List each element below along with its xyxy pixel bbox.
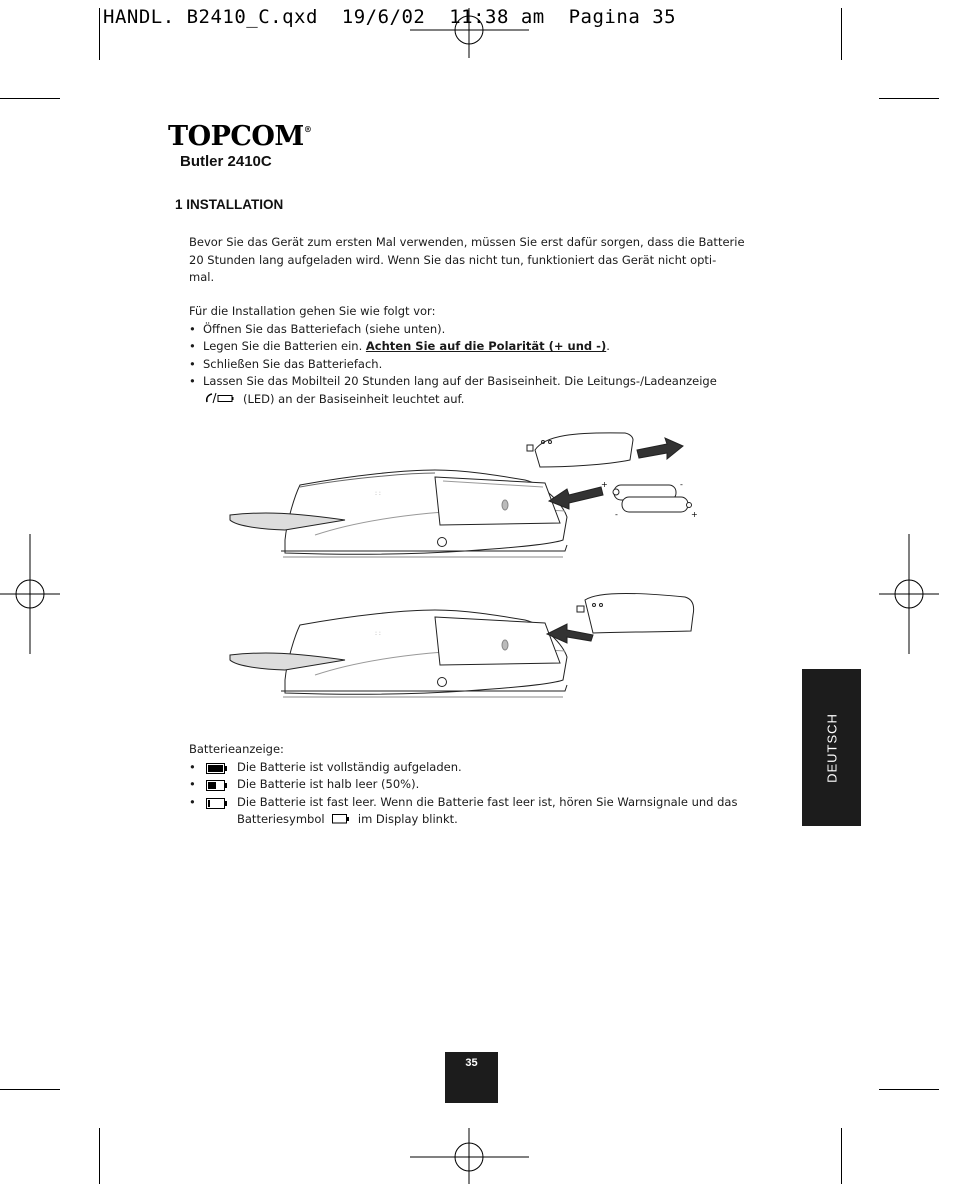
- step-item: [189, 356, 779, 374]
- step-text-end: .: [606, 339, 610, 354]
- polarity-label: -: [680, 480, 683, 489]
- page-number: 35: [465, 1057, 478, 1069]
- logo-wordmark: TOPCOM: [168, 121, 304, 152]
- battery-blink-text: im Display blinkt.: [357, 812, 458, 827]
- section-title: 1 INSTALLATION: [175, 197, 284, 212]
- bullet: •: [189, 339, 196, 354]
- language-tab: [802, 669, 861, 826]
- battery-half-icon: [206, 780, 228, 791]
- step-text: Lassen Sie das Mobilteil 20 Stunden lang auf der Basiseinheit. Die Leitungs-/Ladeanzeige: [203, 374, 717, 389]
- battery-installation-illustration: [225, 425, 705, 705]
- handset-closed-illustration: [230, 610, 567, 697]
- registered-mark: ®: [303, 124, 312, 134]
- polarity-label: +: [691, 510, 698, 519]
- step-continuation-text: (LED) an der Basiseinheit leuchtet auf.: [243, 391, 465, 406]
- step-text: Legen Sie die Batterien ein.: [203, 339, 366, 354]
- intro-line: Bevor Sie das Gerät zum ersten Mal verwenden, müssen Sie erst dafür sorgen, dass die Batterie: [189, 235, 745, 249]
- svg-text:: :: : :: [375, 490, 381, 497]
- intro-paragraph: [189, 234, 769, 287]
- battery-level-item: [189, 794, 789, 812]
- language-tab-label: DEUTSCH: [824, 712, 839, 783]
- step-item: [189, 338, 779, 356]
- arrow-icon: [637, 438, 683, 459]
- print-slug: HANDL. B2410_C.qxd 19/6/02 11:38 am Pagina 35: [103, 6, 677, 28]
- bullet: •: [189, 777, 196, 792]
- step-text: Öffnen Sie das Batteriefach (siehe unten).: [203, 321, 446, 336]
- bullet: •: [189, 321, 196, 336]
- bullet: •: [189, 356, 196, 371]
- polarity-warning: Achten Sie auf die Polarität (+ und -): [365, 339, 607, 354]
- model-name: Butler 2410C: [180, 153, 272, 170]
- svg-text:: :: : :: [375, 630, 381, 637]
- batteries-illustration: [613, 485, 692, 512]
- steps-lead: Für die Installation gehen Sie wie folgt vor:: [189, 304, 436, 318]
- bullet: •: [189, 794, 196, 809]
- step-continuation: [189, 391, 779, 409]
- intro-line: mal.: [189, 270, 215, 285]
- topcom-logo: [168, 121, 311, 152]
- battery-indicator-section: [189, 741, 789, 829]
- bullet: •: [189, 374, 196, 389]
- bullet: •: [189, 759, 196, 774]
- battery-full-icon: [206, 763, 228, 774]
- step-item: [189, 321, 779, 339]
- page-number-box: [445, 1052, 498, 1103]
- line-charge-led-icon: [203, 392, 237, 404]
- battery-symbol-label: Batteriesymbol: [237, 812, 325, 827]
- handset-open-illustration: [230, 470, 567, 557]
- step-item: [189, 373, 779, 391]
- battery-indicator-heading: Batterieanzeige:: [189, 742, 284, 756]
- battery-cover-removed: [527, 433, 633, 467]
- installation-steps: [189, 303, 779, 409]
- intro-line: 20 Stunden lang aufgeladen wird. Wenn Sie das nicht tun, funktioniert das Gerät nicht opti-: [189, 252, 717, 267]
- battery-level-item: [189, 776, 789, 794]
- battery-empty-icon: [332, 814, 350, 824]
- battery-level-text: Die Batterie ist fast leer. Wenn die Batterie fast leer ist, hören Sie Warnsignale und das: [237, 794, 738, 809]
- battery-level-text: Die Batterie ist vollständig aufgeladen.: [237, 759, 462, 774]
- battery-level-text: Die Batterie ist halb leer (50%).: [237, 777, 420, 792]
- polarity-label: -: [615, 510, 618, 519]
- battery-cover-insert: [577, 593, 694, 633]
- battery-level-item: [189, 759, 789, 777]
- polarity-label: +: [601, 480, 608, 489]
- battery-low-icon: [206, 798, 228, 809]
- step-text: Schließen Sie das Batteriefach.: [203, 356, 383, 371]
- battery-level-continuation: [189, 811, 789, 829]
